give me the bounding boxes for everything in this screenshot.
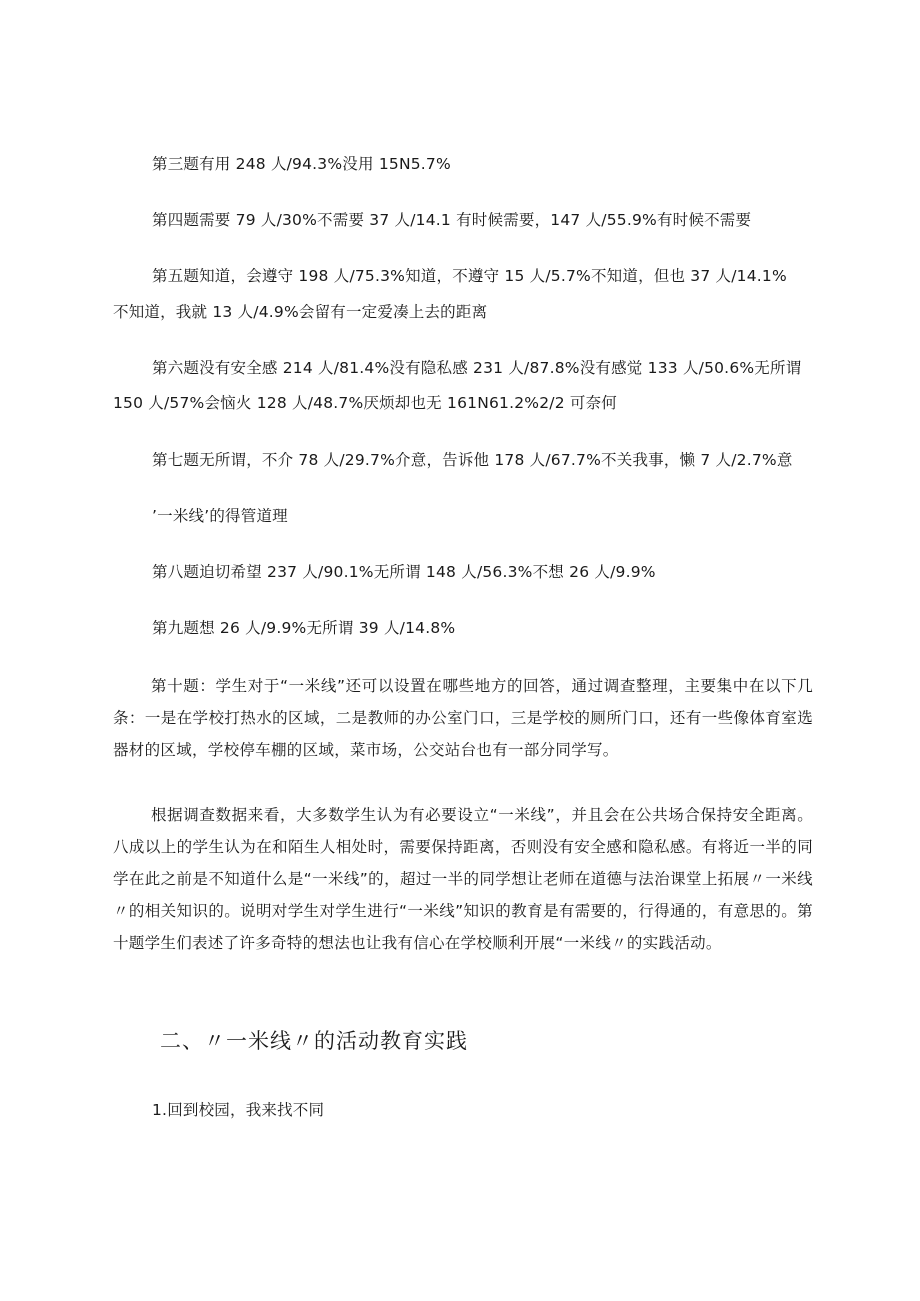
survey-q3-line: 第三题有用 248 人/94.3%没用 15N5.7% [152,155,451,173]
survey-q5-line-1: 第五题知道，会遵守 198 人/75.3%知道，不遵守 15 人/5.7%不知道，但也 37 人/14.1% [152,267,787,285]
survey-q9-line: 第九题想 26 人/9.9%无所谓 39 人/14.8% [152,619,456,637]
survey-q5-line-2: 不知道，我就 13 人/4.9%会留有一定爱凑上去的距离 [113,303,488,321]
survey-q4-line: 第四题需要 79 人/30%不需要 37 人/14.1 有时候需要，147 人/55.9%有时候不需要 [152,211,752,229]
section-heading: 二、〃一米线〃的活动教育实践 [160,1029,468,1053]
survey-summary-paragraph: 根据调查数据来看，大多数学生认为有必要设立“一米线”，并且会在公共场合保持安全距离。八成以上的学生认为在和陌生人相处时，需要保持距离，否则没有安全感和隐私感。有将近一半的同学在此之前是不知道什么是“一米线”的，超过一半的同学想让老师在道德与法治课堂上拓展〃一米线〃的相关知识的。说明对学生对学生进行“一米线”知识的教育是有需要的，行得通的，有意思的。第十题学生们表述了许多奇特的想法也让我有信心在学校顺利开展“一米线〃的实践活动。 [113,806,813,952]
survey-q10-paragraph: 第十题：学生对于“一米线”还可以设置在哪些地方的回答，通过调查整理，主要集中在以下几条：一是在学校打热水的区域，二是教师的办公室门口，三是学校的厕所门口，还有一些像体育室选器材的区域，学校停车棚的区域，菜市场，公交站台也有一部分同学写。 [113,677,813,759]
survey-q6-line-1: 第六题没有安全感 214 人/81.4%没有隐私感 231 人/87.8%没有感觉 133 人/50.6%无所谓 [152,359,802,377]
survey-q8-line: 第八题迫切希望 237 人/90.1%无所谓 148 人/56.3%不想 26 人/9.9% [152,563,656,581]
subsection-heading: 1.回到校园，我来找不同 [152,1101,325,1119]
survey-q7-line-1: 第七题无所谓，不介 78 人/29.7%介意，告诉他 178 人/67.7%不关我事，懒 7 人/2.7%意 [152,451,793,469]
survey-q6-line-2: 150 人/57%会恼火 128 人/48.7%厌烦却也无 161N61.2%2/2 可奈何 [113,394,618,412]
survey-q7-line-2: ’一米线’的得管道理 [152,507,288,525]
